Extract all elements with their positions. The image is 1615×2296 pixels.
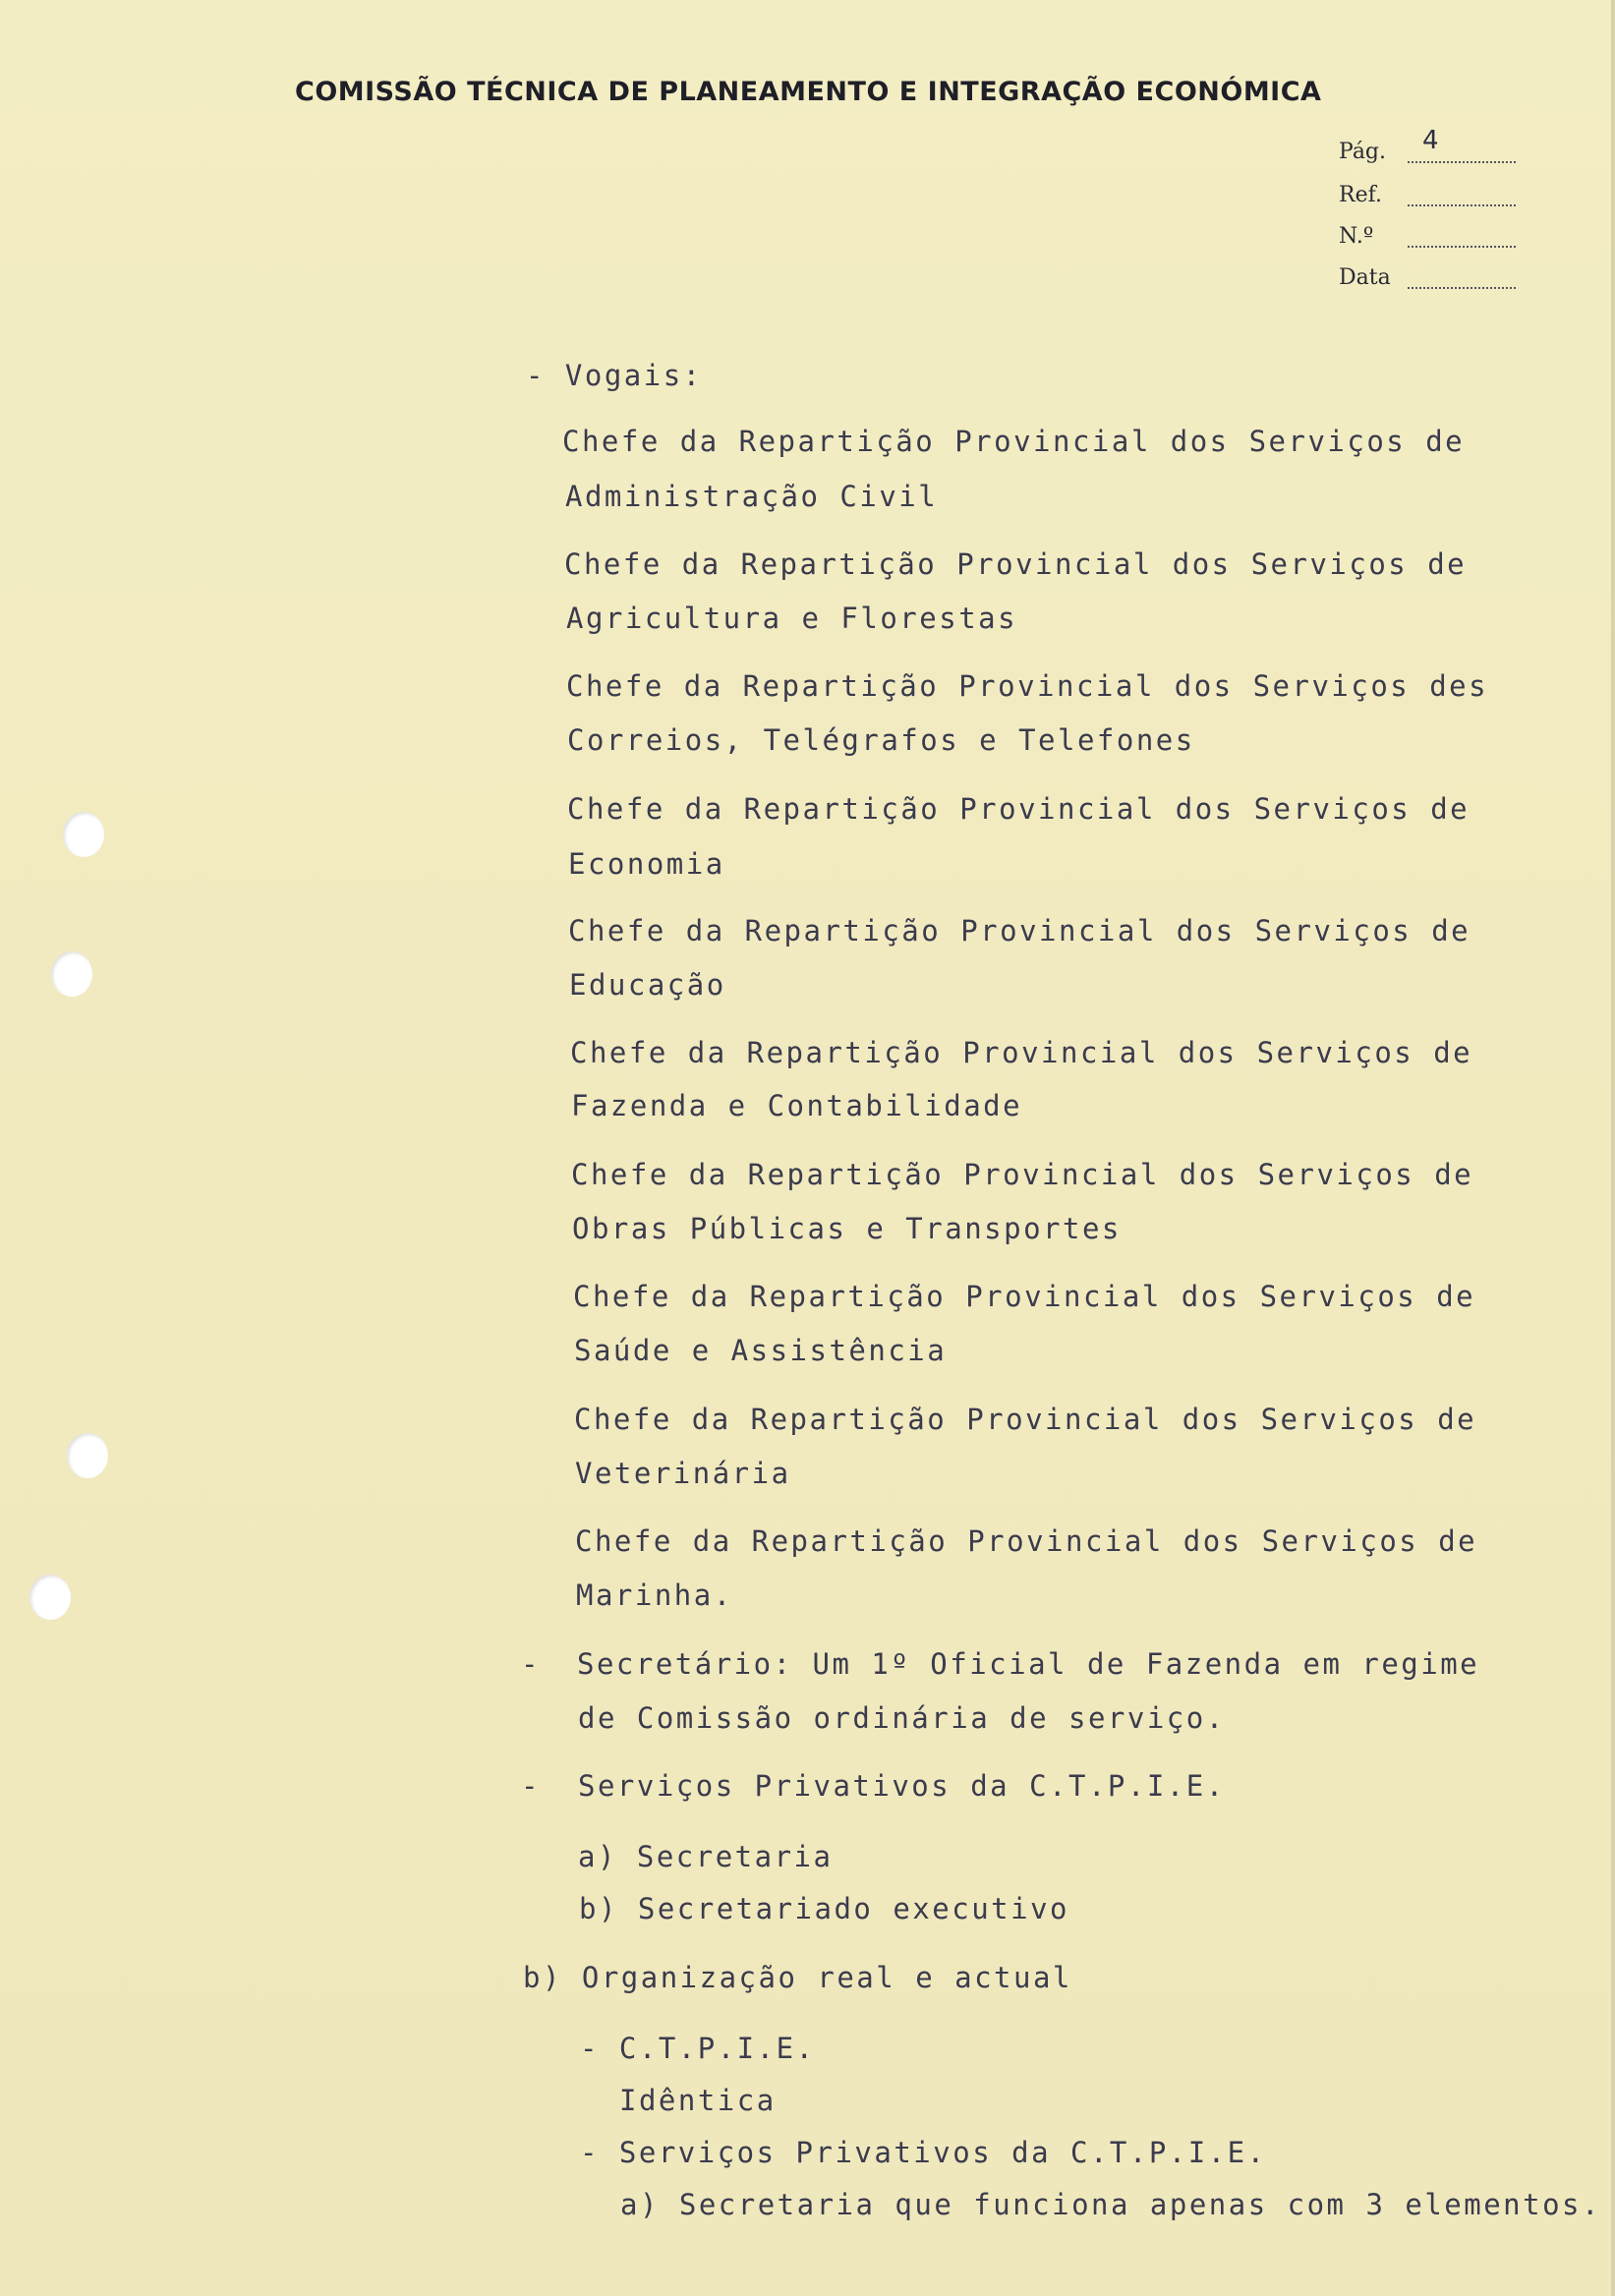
meta-num-line [1408,246,1516,248]
servicos-item-a: a) Secretaria [578,1840,834,1873]
meta-data [1339,265,1391,290]
chefe-4-line2: Economia [568,847,725,881]
meta-pag-value: 4 [1422,126,1439,155]
chefe-3-line1: Chefe da Repartição Provincial dos Serviços des [566,669,1489,703]
meta-num-label: N.º [1339,224,1374,249]
chefe-2-line1: Chefe da Repartição Provincial dos Serviços de [564,547,1468,581]
meta-ref-line [1408,204,1516,206]
chefe-5-line2: Educação [569,968,726,1002]
chefe-3-line2: Correios, Telégrafos e Telefones [567,723,1195,757]
chefe-6-line1: Chefe da Repartição Provincial dos Serviços de [570,1036,1473,1069]
meta-data-label: Data [1339,265,1391,290]
page-edge [1611,0,1615,2296]
meta-num [1339,224,1373,249]
chefe-2-line2: Agricultura e Florestas [566,602,1018,635]
punch-hole [67,1433,108,1478]
punch-hole [63,812,104,857]
header-title: COMISSÃO TÉCNICA DE PLANEAMENTO E INTEGRAÇÃO ECONÓMICA [295,77,1322,107]
chefe-10-line1: Chefe da Repartição Provincial dos Serviços de [575,1524,1478,1558]
chefe-8-line2: Saúde e Assistência [574,1334,948,1367]
meta-pag-line [1408,161,1516,163]
meta-data-line [1408,287,1516,289]
secretario-line2: de Comissão ordinária de serviço. [578,1701,1226,1735]
secretaria-final: a) Secretaria que funciona apenas com 3 elementos. [620,2188,1601,2221]
chefe-5-line1: Chefe da Repartição Provincial dos Serviços de [568,914,1471,947]
servicos2-item: - Serviços Privativos da C.T.P.I.E. [580,2136,1267,2169]
meta-ref [1339,183,1382,207]
chefe-7-line1: Chefe da Repartição Provincial dos Serviços de [571,1158,1474,1191]
chefe-9-line2: Veterinária [575,1457,791,1490]
servicos-item-b: b) Secretariado executivo [579,1892,1069,1925]
chefe-8-line1: Chefe da Repartição Provincial dos Serviços de [573,1280,1476,1313]
chefe-9-line1: Chefe da Repartição Provincial dos Serviços de [574,1403,1477,1436]
servicos-dash: - [521,1769,541,1803]
chefe-10-line2: Marinha. [576,1578,733,1612]
chefe-1-line1: Chefe da Repartição Provincial dos Serviços de [562,425,1466,458]
secretario-dash: - [521,1647,541,1681]
chefe-6-line2: Fazenda e Contabilidade [571,1089,1023,1122]
meta-ref-label: Ref. [1339,183,1382,207]
meta-pag [1339,126,1439,164]
meta-pag-label: Pág. [1339,140,1387,164]
chefe-4-line1: Chefe da Repartição Provincial dos Serviços de [567,792,1471,826]
chefe-1-line2: Administração Civil [565,480,939,513]
servicos-heading: Serviços Privativos da C.T.P.I.E. [578,1769,1226,1803]
chefe-7-line2: Obras Públicas e Transportes [572,1212,1122,1245]
organizacao-heading: b) Organização real e actual [523,1961,1072,1994]
punch-hole [29,1575,71,1620]
punch-hole [51,951,92,997]
vogais-heading: - Vogais: [526,359,703,392]
secretario-line1: Secretário: Um 1º Oficial de Fazenda em regime [577,1647,1480,1681]
identica-text: Idêntica [619,2084,777,2117]
ctpie-item: - C.T.P.I.E. [580,2032,816,2065]
